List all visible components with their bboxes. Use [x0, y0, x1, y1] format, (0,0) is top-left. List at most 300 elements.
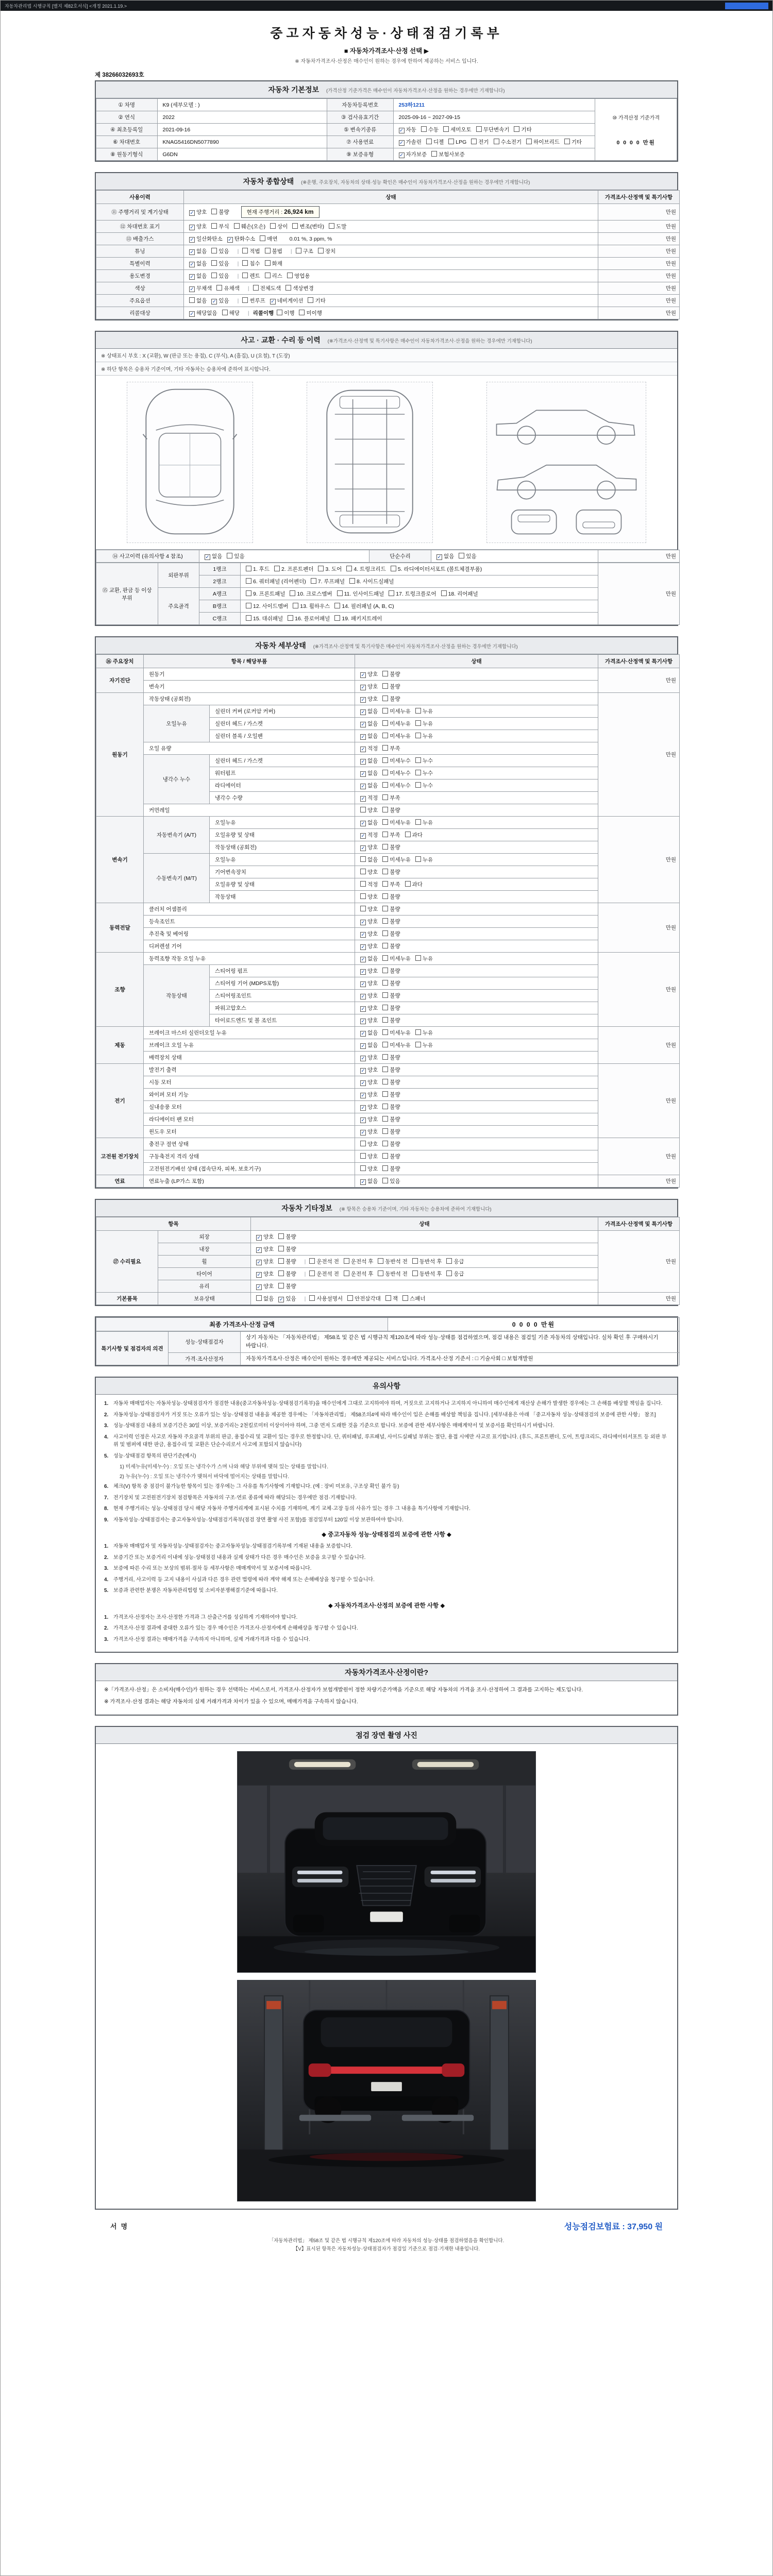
checkbox-option[interactable]: [211, 223, 229, 230]
checkbox-option[interactable]: [412, 1258, 442, 1265]
checkbox-option[interactable]: [382, 880, 400, 888]
checkbox-icon[interactable]: ✓: [361, 1068, 365, 1074]
checkbox-option[interactable]: [227, 235, 256, 243]
checkbox-icon[interactable]: ✓: [257, 1247, 261, 1253]
checkbox-icon[interactable]: ✓: [399, 140, 404, 146]
checkbox-option[interactable]: [265, 272, 282, 280]
checkbox-option[interactable]: [318, 247, 335, 255]
checkbox-icon[interactable]: ✓: [361, 845, 365, 851]
checkbox-option[interactable]: [242, 272, 260, 280]
checkbox-icon[interactable]: [382, 770, 388, 775]
checkbox-option[interactable]: [265, 260, 282, 267]
checkbox-option[interactable]: [382, 695, 400, 703]
checkbox-icon[interactable]: [278, 1283, 284, 1289]
checkbox-option[interactable]: [382, 1041, 411, 1049]
checkbox-icon[interactable]: ✓: [399, 128, 404, 133]
checkbox-option[interactable]: [382, 1153, 400, 1160]
checkbox-option[interactable]: [256, 1233, 274, 1241]
checkbox-option[interactable]: [399, 138, 422, 146]
checkbox-icon[interactable]: [360, 856, 366, 862]
checkbox-icon[interactable]: [337, 590, 343, 596]
checkbox-option[interactable]: [378, 1270, 408, 1278]
checkbox-option[interactable]: [360, 744, 378, 752]
checkbox-icon[interactable]: [382, 745, 388, 751]
checkbox-option[interactable]: [415, 720, 433, 727]
checkbox-icon[interactable]: [382, 1066, 388, 1072]
checkbox-option[interactable]: [334, 602, 394, 610]
checkbox-option[interactable]: [360, 1140, 378, 1148]
checkbox-option[interactable]: [382, 1128, 400, 1136]
checkbox-option[interactable]: [389, 590, 436, 598]
checkbox-icon[interactable]: [382, 955, 388, 961]
checkbox-icon[interactable]: [309, 1270, 315, 1276]
checkbox-icon[interactable]: [471, 139, 477, 144]
checkbox-option[interactable]: [308, 297, 325, 304]
checkbox-icon[interactable]: [382, 794, 388, 800]
checkbox-icon[interactable]: [402, 1295, 408, 1301]
checkbox-option[interactable]: [234, 223, 266, 230]
checkbox-option[interactable]: [399, 126, 416, 133]
checkbox-option[interactable]: [296, 247, 313, 255]
checkbox-icon[interactable]: [211, 223, 217, 229]
checkbox-icon[interactable]: [382, 1091, 388, 1097]
checkbox-icon[interactable]: ✓: [361, 981, 365, 987]
checkbox-option[interactable]: [360, 979, 378, 987]
checkbox-option[interactable]: [382, 1029, 411, 1037]
checkbox-icon[interactable]: [246, 566, 251, 571]
checkbox-icon[interactable]: [426, 139, 432, 144]
checkbox-icon[interactable]: [415, 782, 421, 788]
checkbox-option[interactable]: [448, 139, 466, 145]
checkbox-option[interactable]: [278, 1270, 296, 1278]
checkbox-option[interactable]: [382, 683, 400, 690]
checkbox-option[interactable]: [360, 955, 378, 962]
checkbox-option[interactable]: [360, 1029, 378, 1037]
checkbox-option[interactable]: [360, 905, 378, 913]
checkbox-option[interactable]: [415, 1029, 433, 1037]
checkbox-option[interactable]: [421, 126, 439, 133]
checkbox-icon[interactable]: [242, 248, 248, 253]
checkbox-option[interactable]: [274, 565, 313, 573]
checkbox-option[interactable]: [360, 1153, 378, 1160]
checkbox-icon[interactable]: ✓: [190, 237, 194, 243]
checkbox-icon[interactable]: [382, 696, 388, 701]
checkbox-icon[interactable]: [382, 968, 388, 973]
checkbox-icon[interactable]: [290, 590, 295, 596]
checkbox-option[interactable]: [382, 992, 400, 999]
checkbox-icon[interactable]: ✓: [361, 747, 365, 752]
checkbox-option[interactable]: [382, 1103, 400, 1111]
checkbox-icon[interactable]: ✓: [361, 920, 365, 925]
checkbox-option[interactable]: [246, 615, 283, 622]
checkbox-option[interactable]: [278, 1282, 296, 1290]
checkbox-option[interactable]: [246, 565, 270, 573]
checkbox-option[interactable]: [278, 1295, 296, 1302]
checkbox-option[interactable]: [189, 272, 207, 280]
checkbox-icon[interactable]: [382, 819, 388, 825]
checkbox-icon[interactable]: [382, 1116, 388, 1122]
checkbox-icon[interactable]: [382, 992, 388, 998]
checkbox-icon[interactable]: [448, 139, 454, 144]
checkbox-icon[interactable]: ✓: [361, 1056, 365, 1061]
checkbox-icon[interactable]: [227, 553, 232, 558]
checkbox-option[interactable]: [385, 1295, 398, 1302]
checkbox-option[interactable]: [346, 565, 385, 573]
checkbox-option[interactable]: [382, 930, 400, 938]
checkbox-icon[interactable]: ✓: [361, 969, 365, 975]
checkbox-icon[interactable]: [329, 223, 334, 229]
checkbox-icon[interactable]: [441, 590, 447, 596]
checkbox-icon[interactable]: [443, 126, 449, 132]
checkbox-option[interactable]: [318, 565, 342, 573]
checkbox-option[interactable]: [360, 1091, 378, 1098]
checkbox-icon[interactable]: [318, 566, 324, 571]
checkbox-option[interactable]: [246, 602, 288, 610]
checkbox-icon[interactable]: [211, 273, 217, 278]
checkbox-option[interactable]: [360, 880, 378, 888]
checkbox-option[interactable]: [265, 247, 282, 255]
checkbox-icon[interactable]: [382, 832, 388, 837]
checkbox-option[interactable]: [337, 590, 384, 598]
checkbox-option[interactable]: [382, 1177, 400, 1185]
checkbox-icon[interactable]: ✓: [437, 554, 442, 560]
checkbox-option[interactable]: [360, 1066, 378, 1074]
checkbox-icon[interactable]: [382, 980, 388, 986]
checkbox-option[interactable]: [347, 1295, 381, 1302]
checkbox-option[interactable]: [564, 138, 582, 146]
checkbox-icon[interactable]: [382, 671, 388, 676]
checkbox-icon[interactable]: [382, 708, 388, 714]
checkbox-icon[interactable]: [446, 1258, 452, 1264]
checkbox-option[interactable]: [211, 260, 229, 267]
checkbox-icon[interactable]: [334, 615, 340, 621]
checkbox-icon[interactable]: [246, 603, 251, 608]
checkbox-option[interactable]: [382, 967, 400, 975]
checkbox-icon[interactable]: [415, 1042, 421, 1047]
checkbox-option[interactable]: [270, 297, 304, 304]
checkbox-icon[interactable]: [378, 1270, 383, 1276]
checkbox-option[interactable]: [382, 819, 411, 826]
checkbox-option[interactable]: [382, 806, 400, 814]
checkbox-icon[interactable]: [216, 285, 222, 291]
checkbox-icon[interactable]: [309, 1295, 315, 1301]
checkbox-icon[interactable]: [382, 782, 388, 788]
checkbox-icon[interactable]: [415, 708, 421, 714]
checkbox-option[interactable]: [405, 831, 423, 839]
checkbox-option[interactable]: [402, 1295, 425, 1302]
checkbox-icon[interactable]: [287, 273, 293, 278]
checkbox-icon[interactable]: ✓: [399, 152, 404, 158]
checkbox-icon[interactable]: ✓: [190, 274, 194, 280]
checkbox-icon[interactable]: [242, 273, 248, 278]
checkbox-icon[interactable]: [293, 603, 298, 608]
checkbox-option[interactable]: [278, 1245, 296, 1253]
checkbox-option[interactable]: [242, 247, 260, 255]
checkbox-icon[interactable]: [285, 285, 291, 291]
checkbox-option[interactable]: [293, 602, 330, 610]
checkbox-option[interactable]: [360, 1078, 378, 1086]
checkbox-icon[interactable]: [382, 856, 388, 862]
checkbox-icon[interactable]: [360, 893, 366, 899]
checkbox-option[interactable]: [443, 126, 472, 133]
checkbox-option[interactable]: [360, 732, 378, 740]
checkbox-icon[interactable]: [382, 918, 388, 924]
signature-label[interactable]: 서명: [110, 2223, 132, 2231]
checkbox-icon[interactable]: ✓: [361, 759, 365, 765]
checkbox-icon[interactable]: [382, 1005, 388, 1010]
checkbox-option[interactable]: [222, 309, 240, 317]
checkbox-icon[interactable]: [415, 757, 421, 763]
checkbox-icon[interactable]: [222, 310, 228, 315]
checkbox-option[interactable]: [382, 1078, 400, 1086]
checkbox-option[interactable]: [189, 260, 207, 267]
checkbox-icon[interactable]: ✓: [190, 311, 194, 317]
checkbox-icon[interactable]: [514, 126, 519, 132]
checkbox-option[interactable]: [256, 1295, 274, 1302]
checkbox-option[interactable]: [382, 1004, 400, 1012]
checkbox-option[interactable]: [360, 695, 378, 703]
checkbox-icon[interactable]: [382, 733, 388, 738]
checkbox-option[interactable]: [360, 918, 378, 925]
checkbox-icon[interactable]: [288, 615, 293, 621]
checkbox-option[interactable]: [382, 757, 411, 765]
checkbox-option[interactable]: [360, 893, 378, 901]
checkbox-icon[interactable]: [382, 1153, 388, 1159]
checkbox-icon[interactable]: [265, 248, 271, 253]
checkbox-icon[interactable]: [382, 720, 388, 726]
checkbox-icon[interactable]: [211, 209, 217, 214]
checkbox-option[interactable]: [405, 880, 423, 888]
checkbox-option[interactable]: [494, 138, 522, 146]
checkbox-option[interactable]: [285, 284, 314, 292]
checkbox-option[interactable]: [360, 683, 378, 690]
checkbox-icon[interactable]: [360, 906, 366, 911]
checkbox-option[interactable]: [415, 955, 433, 962]
checkbox-icon[interactable]: [242, 297, 248, 303]
checkbox-icon[interactable]: ✓: [257, 1260, 261, 1265]
checkbox-icon[interactable]: ✓: [361, 1105, 365, 1111]
checkbox-option[interactable]: [382, 831, 400, 839]
checkbox-option[interactable]: [382, 1066, 400, 1074]
checkbox-option[interactable]: [378, 1258, 408, 1265]
checkbox-option[interactable]: [309, 1295, 343, 1302]
checkbox-option[interactable]: [382, 868, 400, 876]
checkbox-icon[interactable]: [246, 578, 251, 584]
checkbox-option[interactable]: [270, 223, 288, 230]
checkbox-option[interactable]: [391, 565, 482, 573]
checkbox-icon[interactable]: [382, 807, 388, 812]
checkbox-icon[interactable]: [382, 1017, 388, 1023]
checkbox-icon[interactable]: [431, 151, 437, 157]
checkbox-option[interactable]: [344, 1258, 374, 1265]
checkbox-icon[interactable]: [292, 223, 298, 229]
checkbox-icon[interactable]: [382, 757, 388, 763]
checkbox-option[interactable]: [415, 757, 433, 765]
checkbox-option[interactable]: [382, 1140, 400, 1148]
checkbox-icon[interactable]: ✓: [257, 1284, 261, 1290]
checkbox-icon[interactable]: ✓: [361, 771, 365, 777]
checkbox-icon[interactable]: [382, 1128, 388, 1134]
checkbox-icon[interactable]: ✓: [361, 722, 365, 727]
checkbox-option[interactable]: [360, 720, 378, 727]
checkbox-option[interactable]: [360, 819, 378, 826]
checkbox-icon[interactable]: ✓: [361, 1031, 365, 1037]
checkbox-icon[interactable]: [278, 1233, 284, 1239]
checkbox-option[interactable]: [205, 552, 222, 560]
checkbox-icon[interactable]: [270, 223, 276, 229]
checkbox-icon[interactable]: [405, 832, 411, 837]
checkbox-icon[interactable]: ✓: [361, 1179, 365, 1185]
checkbox-icon[interactable]: [382, 1029, 388, 1035]
checkbox-icon[interactable]: [234, 223, 240, 229]
checkbox-option[interactable]: [360, 1128, 378, 1136]
checkbox-icon[interactable]: ✓: [212, 299, 216, 304]
checkbox-option[interactable]: [382, 918, 400, 925]
checkbox-icon[interactable]: ✓: [361, 1043, 365, 1049]
checkbox-icon[interactable]: ✓: [361, 734, 365, 740]
checkbox-icon[interactable]: [253, 285, 259, 291]
checkbox-icon[interactable]: [344, 1258, 349, 1264]
checkbox-icon[interactable]: ✓: [257, 1272, 261, 1278]
checkbox-option[interactable]: [277, 309, 294, 317]
checkbox-icon[interactable]: [299, 310, 305, 315]
checkbox-icon[interactable]: [278, 1258, 284, 1264]
checkbox-option[interactable]: [415, 707, 433, 715]
checkbox-option[interactable]: [360, 707, 378, 715]
checkbox-option[interactable]: [399, 150, 427, 158]
checkbox-icon[interactable]: ✓: [361, 697, 365, 703]
checkbox-icon[interactable]: [256, 1295, 262, 1301]
checkbox-icon[interactable]: [344, 1270, 349, 1276]
checkbox-icon[interactable]: ✓: [361, 685, 365, 690]
checkbox-icon[interactable]: ✓: [190, 249, 194, 255]
checkbox-option[interactable]: [426, 138, 444, 146]
checkbox-icon[interactable]: [211, 248, 217, 253]
checkbox-option[interactable]: [382, 794, 400, 802]
checkbox-icon[interactable]: [382, 893, 388, 899]
checkbox-option[interactable]: [360, 757, 378, 765]
checkbox-icon[interactable]: [382, 844, 388, 850]
checkbox-icon[interactable]: ✓: [271, 299, 275, 304]
checkbox-option[interactable]: [382, 1054, 400, 1061]
checkbox-icon[interactable]: [382, 943, 388, 948]
checkbox-option[interactable]: [382, 979, 400, 987]
checkbox-option[interactable]: [329, 223, 346, 230]
checkbox-option[interactable]: [415, 732, 433, 740]
checkbox-icon[interactable]: [389, 590, 394, 596]
checkbox-icon[interactable]: [415, 1029, 421, 1035]
checkbox-icon[interactable]: ✓: [228, 237, 232, 243]
checkbox-option[interactable]: [382, 707, 411, 715]
checkbox-icon[interactable]: [421, 126, 427, 132]
checkbox-icon[interactable]: [347, 1295, 353, 1301]
checkbox-icon[interactable]: [360, 1141, 366, 1146]
checkbox-icon[interactable]: [334, 603, 340, 608]
checkbox-option[interactable]: [436, 552, 454, 560]
checkbox-icon[interactable]: [412, 1270, 418, 1276]
checkbox-icon[interactable]: [349, 578, 355, 584]
checkbox-icon[interactable]: [526, 139, 532, 144]
checkbox-option[interactable]: [415, 856, 433, 863]
checkbox-option[interactable]: [514, 126, 531, 133]
checkbox-option[interactable]: [382, 720, 411, 727]
checkbox-option[interactable]: [189, 297, 207, 304]
checkbox-icon[interactable]: ✓: [361, 1006, 365, 1012]
checkbox-icon[interactable]: ✓: [190, 210, 194, 216]
checkbox-option[interactable]: [360, 930, 378, 938]
checkbox-option[interactable]: [256, 1270, 274, 1278]
checkbox-icon[interactable]: [308, 297, 313, 303]
checkbox-option[interactable]: [415, 819, 433, 826]
checkbox-icon[interactable]: [391, 566, 396, 571]
checkbox-option[interactable]: [415, 1041, 433, 1049]
checkbox-option[interactable]: [471, 138, 489, 146]
checkbox-icon[interactable]: [378, 1258, 383, 1264]
checkbox-icon[interactable]: ✓: [361, 994, 365, 999]
checkbox-icon[interactable]: [277, 310, 282, 315]
checkbox-icon[interactable]: [476, 126, 482, 132]
checkbox-icon[interactable]: ✓: [361, 821, 365, 826]
checkbox-option[interactable]: [227, 552, 244, 560]
checkbox-option[interactable]: [278, 1258, 296, 1265]
checkbox-option[interactable]: [256, 1282, 274, 1290]
checkbox-icon[interactable]: [360, 1165, 366, 1171]
checkbox-option[interactable]: [360, 1103, 378, 1111]
checkbox-icon[interactable]: [405, 881, 411, 887]
checkbox-icon[interactable]: [382, 1178, 388, 1183]
checkbox-icon[interactable]: [296, 248, 301, 253]
checkbox-option[interactable]: [211, 247, 229, 255]
checkbox-option[interactable]: [216, 284, 239, 292]
checkbox-icon[interactable]: [382, 1104, 388, 1109]
checkbox-option[interactable]: [189, 309, 217, 317]
checkbox-icon[interactable]: [382, 1054, 388, 1060]
checkbox-option[interactable]: [382, 732, 411, 740]
checkbox-icon[interactable]: [360, 869, 366, 874]
checkbox-option[interactable]: [382, 905, 400, 913]
checkbox-option[interactable]: [360, 670, 378, 678]
checkbox-icon[interactable]: [265, 273, 271, 278]
checkbox-option[interactable]: [415, 782, 433, 789]
checkbox-option[interactable]: [360, 856, 378, 863]
checkbox-icon[interactable]: [382, 881, 388, 887]
checkbox-option[interactable]: [382, 670, 400, 678]
checkbox-option[interactable]: [382, 1115, 400, 1123]
checkbox-icon[interactable]: [382, 1165, 388, 1171]
checkbox-icon[interactable]: [382, 869, 388, 874]
checkbox-option[interactable]: [446, 1270, 464, 1278]
checkbox-icon[interactable]: [382, 683, 388, 689]
checkbox-option[interactable]: [260, 235, 277, 243]
checkbox-icon[interactable]: [494, 139, 499, 144]
checkbox-option[interactable]: [360, 1004, 378, 1012]
checkbox-icon[interactable]: [382, 1141, 388, 1146]
checkbox-option[interactable]: [446, 1258, 464, 1265]
checkbox-option[interactable]: [246, 578, 306, 585]
checkbox-option[interactable]: [309, 1258, 339, 1265]
checkbox-icon[interactable]: [242, 260, 248, 266]
price-survey-select-label[interactable]: ■ 자동차가격조사·산정 선택 ▶: [344, 47, 429, 55]
checkbox-option[interactable]: [189, 223, 207, 230]
checkbox-icon[interactable]: [309, 1258, 315, 1264]
checkbox-option[interactable]: [441, 590, 478, 598]
checkbox-option[interactable]: [360, 1054, 378, 1061]
checkbox-icon[interactable]: ✓: [190, 262, 194, 267]
checkbox-icon[interactable]: [385, 1295, 391, 1301]
checkbox-icon[interactable]: [382, 906, 388, 911]
checkbox-icon[interactable]: [211, 260, 217, 266]
checkbox-option[interactable]: [189, 247, 207, 255]
